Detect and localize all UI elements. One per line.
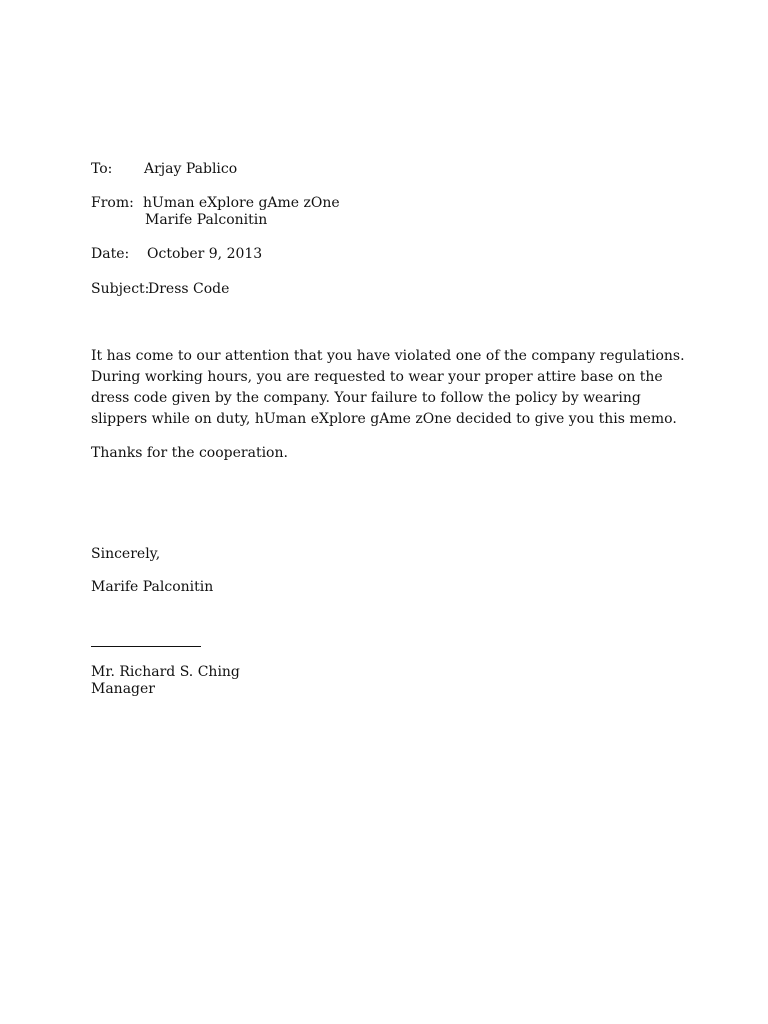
closing-sender: Marife Palconitin (91, 579, 214, 595)
subject-label: Subject: (91, 281, 150, 297)
subject-value: Dress Code (148, 281, 230, 297)
to-label: To: (91, 161, 113, 177)
signatory-block (91, 664, 240, 698)
to-row (91, 161, 391, 179)
from-label: From: (91, 195, 134, 211)
subject-row (91, 281, 391, 299)
to-value: Arjay Pablico (144, 161, 238, 177)
date-label: Date: (91, 246, 130, 262)
memo-body-paragraph: It has come to our attention that you have violated one of the company regulations. During working hours, you are requested to wear your proper attire base on the dress code given by the company. Your failure to follow the policy by wearing slippers while on duty, hUman eXplore gAme zOne decided to give you this memo. (91, 348, 685, 427)
signatory-name: Mr. Richard S. Ching (91, 664, 240, 680)
date-row (91, 246, 391, 264)
signatory-title: Manager (91, 681, 155, 697)
thanks-line: Thanks for the cooperation. (91, 445, 288, 461)
from-row (91, 195, 391, 231)
date-value: October 9, 2013 (147, 246, 263, 262)
from-person: Marife Palconitin (145, 212, 268, 228)
closing-salutation: Sincerely, (91, 546, 161, 562)
from-company: hUman eXplore gAme zOne (143, 195, 340, 211)
signature-line (91, 646, 201, 647)
